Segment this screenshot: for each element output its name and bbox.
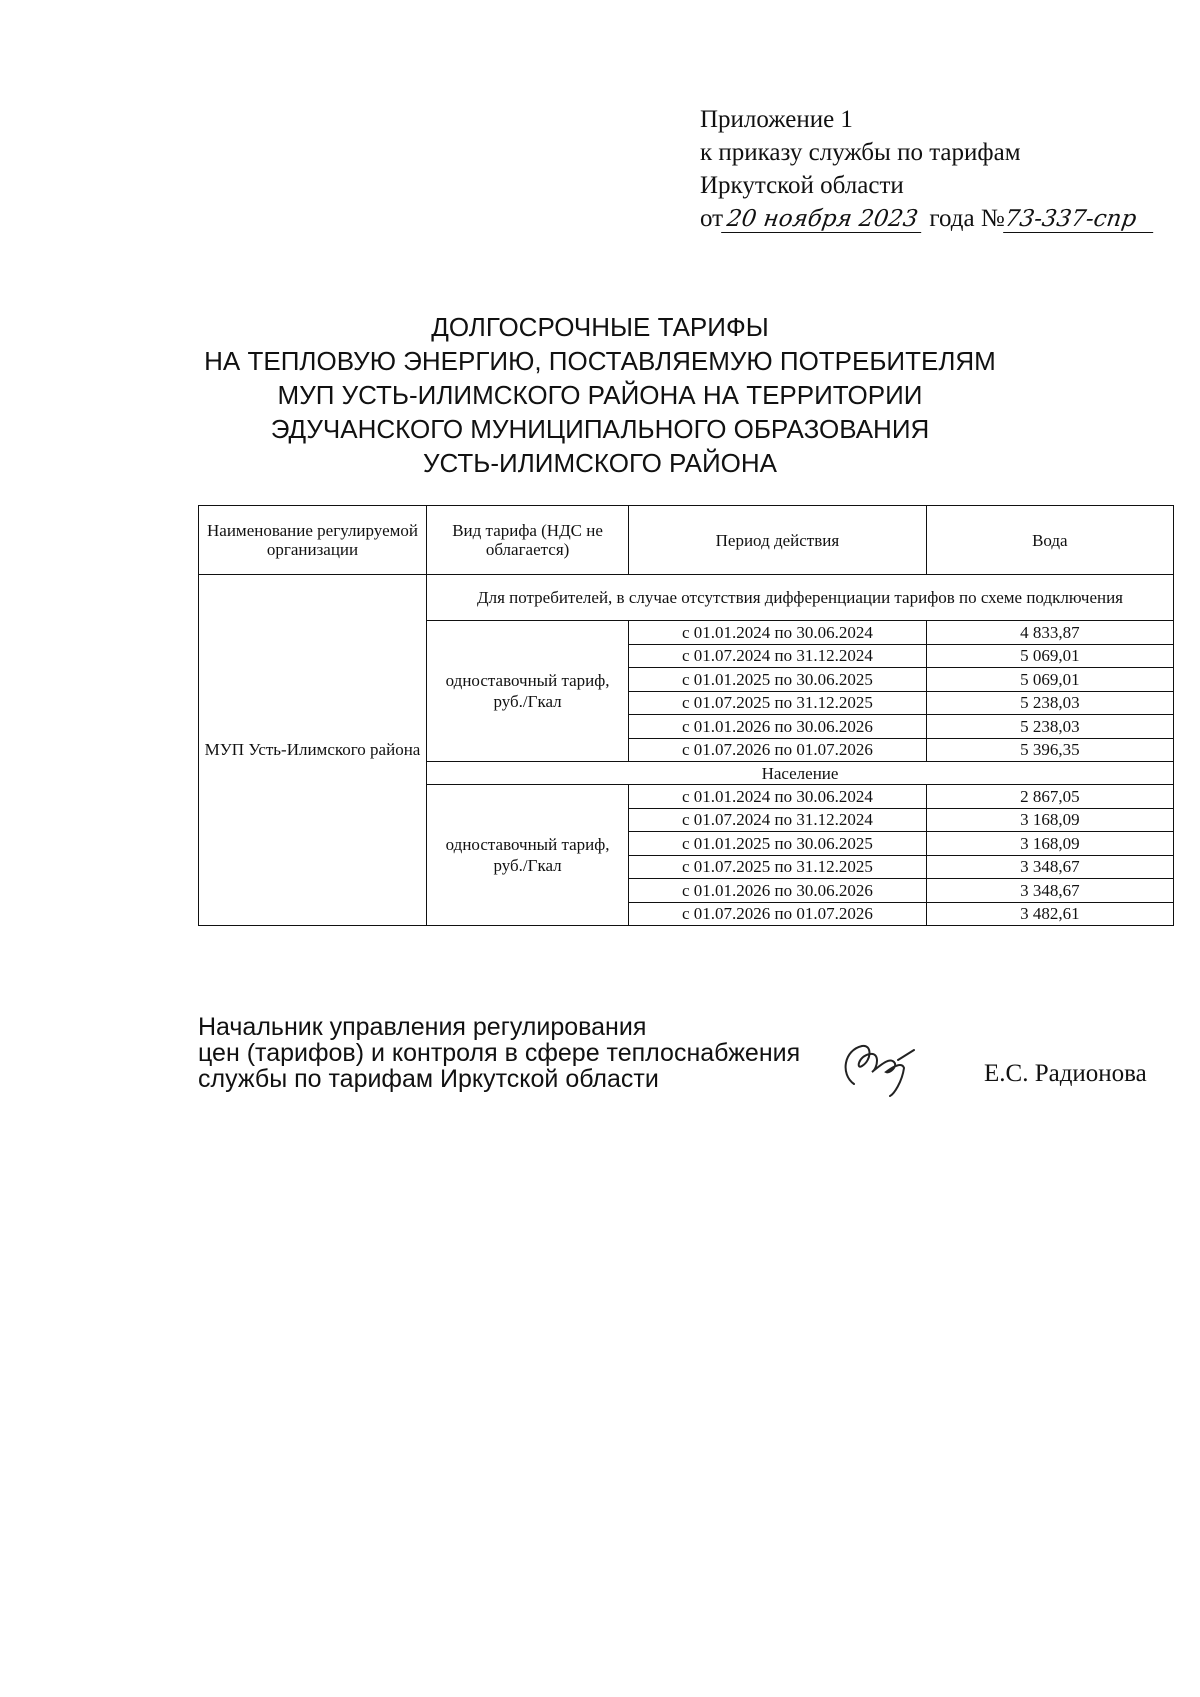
period-cell: с 01.07.2025 по 31.12.2025 (629, 855, 927, 879)
value-cell: 5 069,01 (926, 668, 1173, 692)
appendix-date-line (700, 202, 1155, 235)
handwritten-signature-icon (832, 1032, 932, 1102)
group2-kind: одноставочный тариф, руб./Гкал (427, 785, 629, 926)
value-cell: 3 168,09 (926, 808, 1173, 832)
period-cell: с 01.01.2026 по 30.06.2026 (629, 715, 927, 739)
group1-kind: одноставочный тариф, руб./Гкал (427, 621, 629, 762)
period-cell: с 01.01.2026 по 30.06.2026 (629, 879, 927, 903)
period-cell: с 01.07.2026 по 01.07.2026 (629, 902, 927, 926)
header-period: Период действия (629, 506, 927, 575)
group-heading-row (199, 575, 1174, 621)
value-cell: 3 348,67 (926, 855, 1173, 879)
value-cell: 5 238,03 (926, 691, 1173, 715)
value-cell: 3 168,09 (926, 832, 1173, 856)
period-cell: с 01.07.2024 по 31.12.2024 (629, 808, 927, 832)
period-cell: с 01.01.2024 по 30.06.2024 (629, 621, 927, 645)
value-cell: 4 833,87 (926, 621, 1173, 645)
period-cell: с 01.01.2024 по 30.06.2024 (629, 785, 927, 809)
period-cell: с 01.01.2025 по 30.06.2025 (629, 668, 927, 692)
appendix-line-2: к приказу службы по тарифам (700, 139, 1021, 166)
tariffs-table (198, 505, 1174, 926)
header-org: Наименование регулируемой организации (199, 506, 427, 575)
appendix-line-3: Иркутской области (700, 172, 904, 199)
document-title (0, 310, 1200, 480)
value-cell: 3 482,61 (926, 902, 1173, 926)
signature-line-3: службы по тарифам Иркутской области (198, 1065, 659, 1093)
value-cell: 2 867,05 (926, 785, 1173, 809)
value-cell: 3 348,67 (926, 879, 1173, 903)
group1-title: Для потребителей, в случае отсутствия дифференциации тарифов по схеме подключения (427, 575, 1174, 621)
title-line-4: ЭДУЧАНСКОГО МУНИЦИПАЛЬНОГО ОБРАЗОВАНИЯ (270, 414, 930, 444)
signature-block (198, 1014, 800, 1092)
title-line-1: ДОЛГОСРОЧНЫЕ ТАРИФЫ (431, 312, 769, 342)
signatory-name: Е.С. Радионова (984, 1060, 1147, 1087)
header-value: Вода (926, 506, 1173, 575)
period-cell: с 01.01.2025 по 30.06.2025 (629, 832, 927, 856)
table-header-row (199, 506, 1174, 575)
appendix-year-word: года № (929, 205, 1005, 232)
value-cell: 5 396,35 (926, 738, 1173, 762)
organization-cell: МУП Усть-Илимского района (199, 575, 427, 926)
handwritten-order-number: 73-337-спр (1003, 206, 1157, 233)
appendix-from-prefix: от (700, 205, 724, 232)
value-cell: 5 238,03 (926, 715, 1173, 739)
signature-line-1: Начальник управления регулирования (198, 1013, 647, 1041)
value-cell: 5 069,01 (926, 644, 1173, 668)
period-cell: с 01.07.2025 по 31.12.2025 (629, 691, 927, 715)
period-cell: с 01.07.2024 по 31.12.2024 (629, 644, 927, 668)
appendix-line-1: Приложение 1 (700, 106, 853, 133)
title-line-3: МУП УСТЬ-ИЛИМСКОГО РАЙОНА НА ТЕРРИТОРИИ (277, 380, 923, 410)
appendix-block (700, 103, 1155, 235)
period-cell: с 01.07.2026 по 01.07.2026 (629, 738, 927, 762)
header-kind: Вид тарифа (НДС не облагается) (427, 506, 629, 575)
signature-line-2: цен (тарифов) и контроля в сфере теплоснабжения (198, 1039, 801, 1067)
handwritten-date: 20 ноября 2023 (721, 206, 925, 233)
group2-title: Население (427, 762, 1174, 785)
title-line-2: НА ТЕПЛОВУЮ ЭНЕРГИЮ, ПОСТАВЛЯЕМУЮ ПОТРЕБИТЕЛЯМ (204, 346, 996, 376)
title-line-5: УСТЬ-ИЛИМСКОГО РАЙОНА (422, 448, 778, 478)
